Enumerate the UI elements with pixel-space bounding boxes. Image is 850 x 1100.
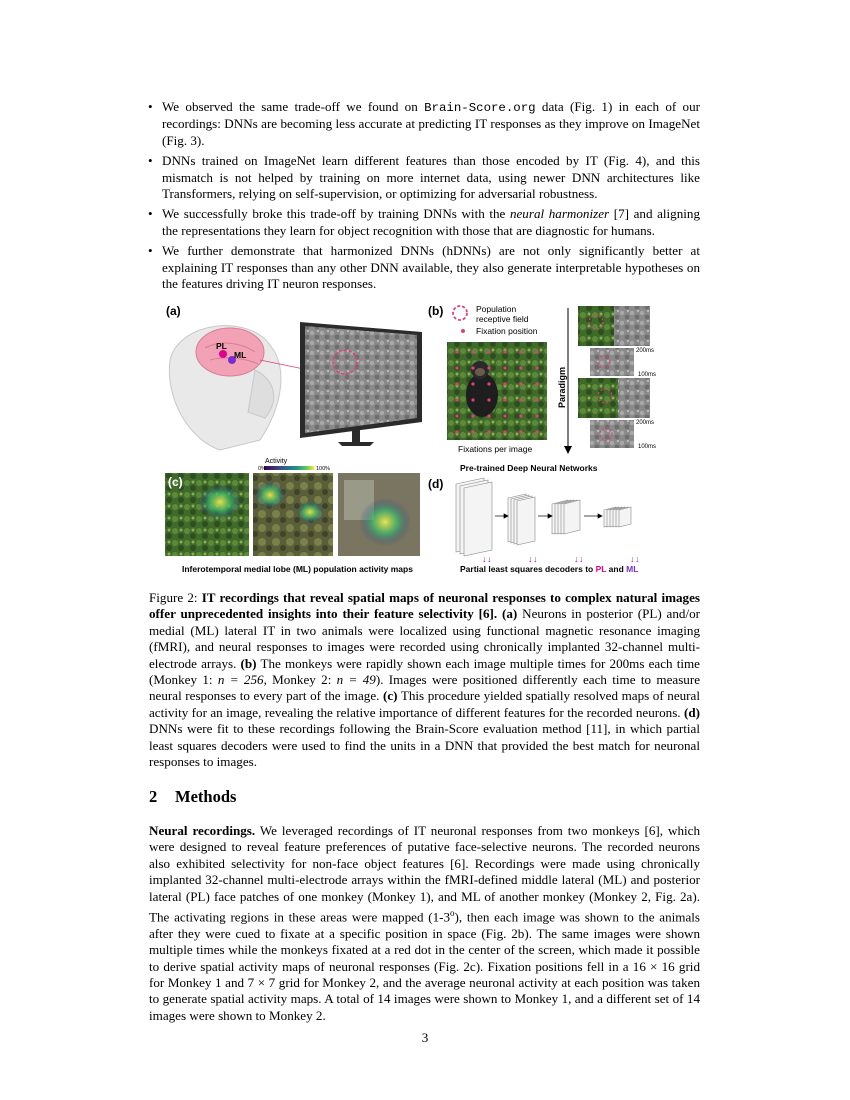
legend-rf-line1: Population [476, 304, 517, 314]
activity-min: 0% [258, 466, 266, 472]
timing-label: 100ms [638, 444, 657, 450]
caption-math: n = 256 [217, 672, 264, 688]
timing-label: 200ms [636, 348, 655, 354]
activity-max: 100% [316, 466, 331, 472]
caption-text: , Monkey 2: [263, 672, 337, 688]
legend-rf-line2: receptive field [476, 314, 529, 324]
contributions-list [148, 99, 700, 296]
bullet-text: [7] and aligning the representations they learn for object recognition with those that are diagnostic for humans. [162, 206, 701, 238]
bullet-text: We successfully broke this trade-off by training DNNs with the [162, 206, 510, 222]
bullet-text: data (Fig. 1) in each of our recordings: DNNs are becoming less accurate at predicting IT responses as they improve on ImageNet (Fig. 3). [162, 99, 700, 148]
section-title: Methods [175, 787, 237, 806]
figure-caption [149, 590, 700, 770]
legend-fixation: Fixation position [476, 326, 538, 336]
paragraph-text: We leveraged recordings of IT neuronal responses from two monkeys [6], which were designed to reveal feature preferences of putative face-selective neurons. The recorded neurons also exhibited selectivity for non-face object features [6]. Recordings were made using chronically implanted 32-channel multi-electrode arrays within the fMRI-defined middle lateral (ML) and posterior lateral (PL) face patches of one monkey (Monkey 1), and ML of another monkey (Monkey 2, Fig. 2a). The activating regions in these areas were mapped (1-3 [149, 823, 700, 925]
timing-label: 100ms [638, 372, 657, 378]
caption-text: The monkeys were rapidly shown each image multiple times for 200ms each time (Monkey 1: [149, 655, 700, 688]
figure-2 [160, 300, 680, 582]
paragraph-heading: Neural recordings. [149, 823, 256, 838]
caption-label: Figure 2: [149, 590, 202, 605]
rf-legend-icon [453, 306, 467, 320]
bullet-item [148, 153, 700, 202]
bullet-item [148, 243, 700, 292]
panel-d-title: Pre-trained Deep Neural Networks [460, 463, 598, 473]
brain-ml-label: ML [234, 350, 247, 360]
bullet-item [148, 99, 700, 149]
svg-text:↓: ↓ [574, 554, 579, 564]
degree-superscript: o [450, 908, 455, 919]
paradigm-label: Paradigm [557, 366, 567, 408]
svg-text:↓: ↓ [635, 554, 640, 564]
bullet-text: DNNs trained on ImageNet learn different features than those encoded by IT (Fig. 4), and this mismatch is not helped by training on more internet data, using newer DNN architectures like Transformers, relying on self-supervision, or optimizing for adversarial robustness. [162, 153, 700, 202]
caption-tag: (b) [240, 655, 257, 671]
svg-text:↓: ↓ [630, 554, 635, 564]
panel-d-label: (d) [428, 477, 444, 491]
svg-text:↓: ↓ [579, 554, 584, 564]
caption-tag: (c) [382, 688, 398, 704]
caption-text: This procedure yielded spatially resolved maps of neural activity for an image, revealing the relative importance of different features for the recorded neurons. [149, 688, 700, 720]
bullet-text: We further demonstrate that harmonized DNNs (hDNNs) are not only significantly better at explaining IT responses than any other DNN available, they also generate interpretable hypotheses on the features driving IT neuron responses. [162, 243, 700, 292]
caption-text: DNNs were fit to these recordings following the Brain-Score evaluation method [11], in which partial least squares decoders were used to find the units in a DNN that provided the best match for neuronal responses to images. [149, 721, 700, 770]
dnn-diagram [456, 478, 631, 556]
activity-label: Activity [265, 458, 288, 465]
bullet-item [148, 206, 700, 239]
activity-map [253, 473, 333, 556]
brain-pl-label: PL [216, 341, 227, 351]
caption-tag: (a) [502, 606, 518, 622]
fixations-label: Fixations per image [458, 444, 533, 454]
page-number: 3 [421, 1030, 429, 1045]
bullet-code: Brain-Score.org [424, 101, 536, 115]
panel-d-caption: Partial least squares decoders to PL and ML [460, 564, 639, 574]
svg-text:↓: ↓ [482, 554, 487, 564]
methods-paragraph [149, 823, 700, 1024]
monitor [300, 322, 422, 446]
decoder-arrows [482, 554, 640, 564]
bullet-emphasis: neural harmonizer [509, 206, 610, 222]
pl-marker [219, 350, 227, 358]
caption-title: IT recordings that reveal spatial maps of neuronal responses to complex natural images offer unprecedented insights into their feature selectivity [6]. [149, 590, 700, 622]
timing-label: 200ms [636, 420, 655, 426]
stimulus-image [447, 342, 547, 440]
svg-text:↓: ↓ [533, 554, 538, 564]
caption-text: Neurons in posterior (PL) and/or medial (ML) lateral IT in two animals were localized using functional magnetic resonance imaging (fMRI), and neural responses to images were recorded using chronically implanted 32-channel multi-electrode arrays. [149, 606, 700, 671]
activity-map [338, 473, 420, 556]
caption-tag: (d) [683, 704, 700, 720]
panel-b-label: (b) [428, 304, 444, 318]
svg-text:↓: ↓ [487, 554, 492, 564]
activity-colorbar [264, 466, 314, 470]
panel-c-caption: Inferotemporal medial lobe (ML) population activity maps [182, 564, 413, 574]
paragraph-text: ), then each image was shown to the animals after they were cued to fixate at a specific position in space (Fig. 2b). The same images were shown multiple times while the monkeys fixated at a red dot in the center of the screen, which made it possible to derive spatial activity maps of neuronal responses (Fig. 2c). Fixation positions fell in a 16 × 16 grid for Monkey 1 and 7 × 7 grid for Monkey 2, and the average neuronal activity at each position was taken to generate spatial activity maps. A total of 14 images were shown to Monkey 1, and a different set of 14 images were shown to Monkey 2. [149, 909, 700, 1023]
caption-math: n = 49 [336, 672, 376, 688]
section-heading [149, 787, 236, 807]
panel-c-label: (c) [168, 475, 183, 489]
svg-text:↓: ↓ [528, 554, 533, 564]
bullet-text: We observed the same trade-off we found on [162, 99, 425, 114]
panel-a-label: (a) [166, 304, 181, 318]
brain-shape [196, 328, 264, 376]
caption-text: ). Images were positioned differently each time to measure neural responses to every part of the image. [149, 672, 701, 704]
fixation-legend-icon [461, 329, 465, 333]
section-number: 2 [149, 787, 158, 806]
